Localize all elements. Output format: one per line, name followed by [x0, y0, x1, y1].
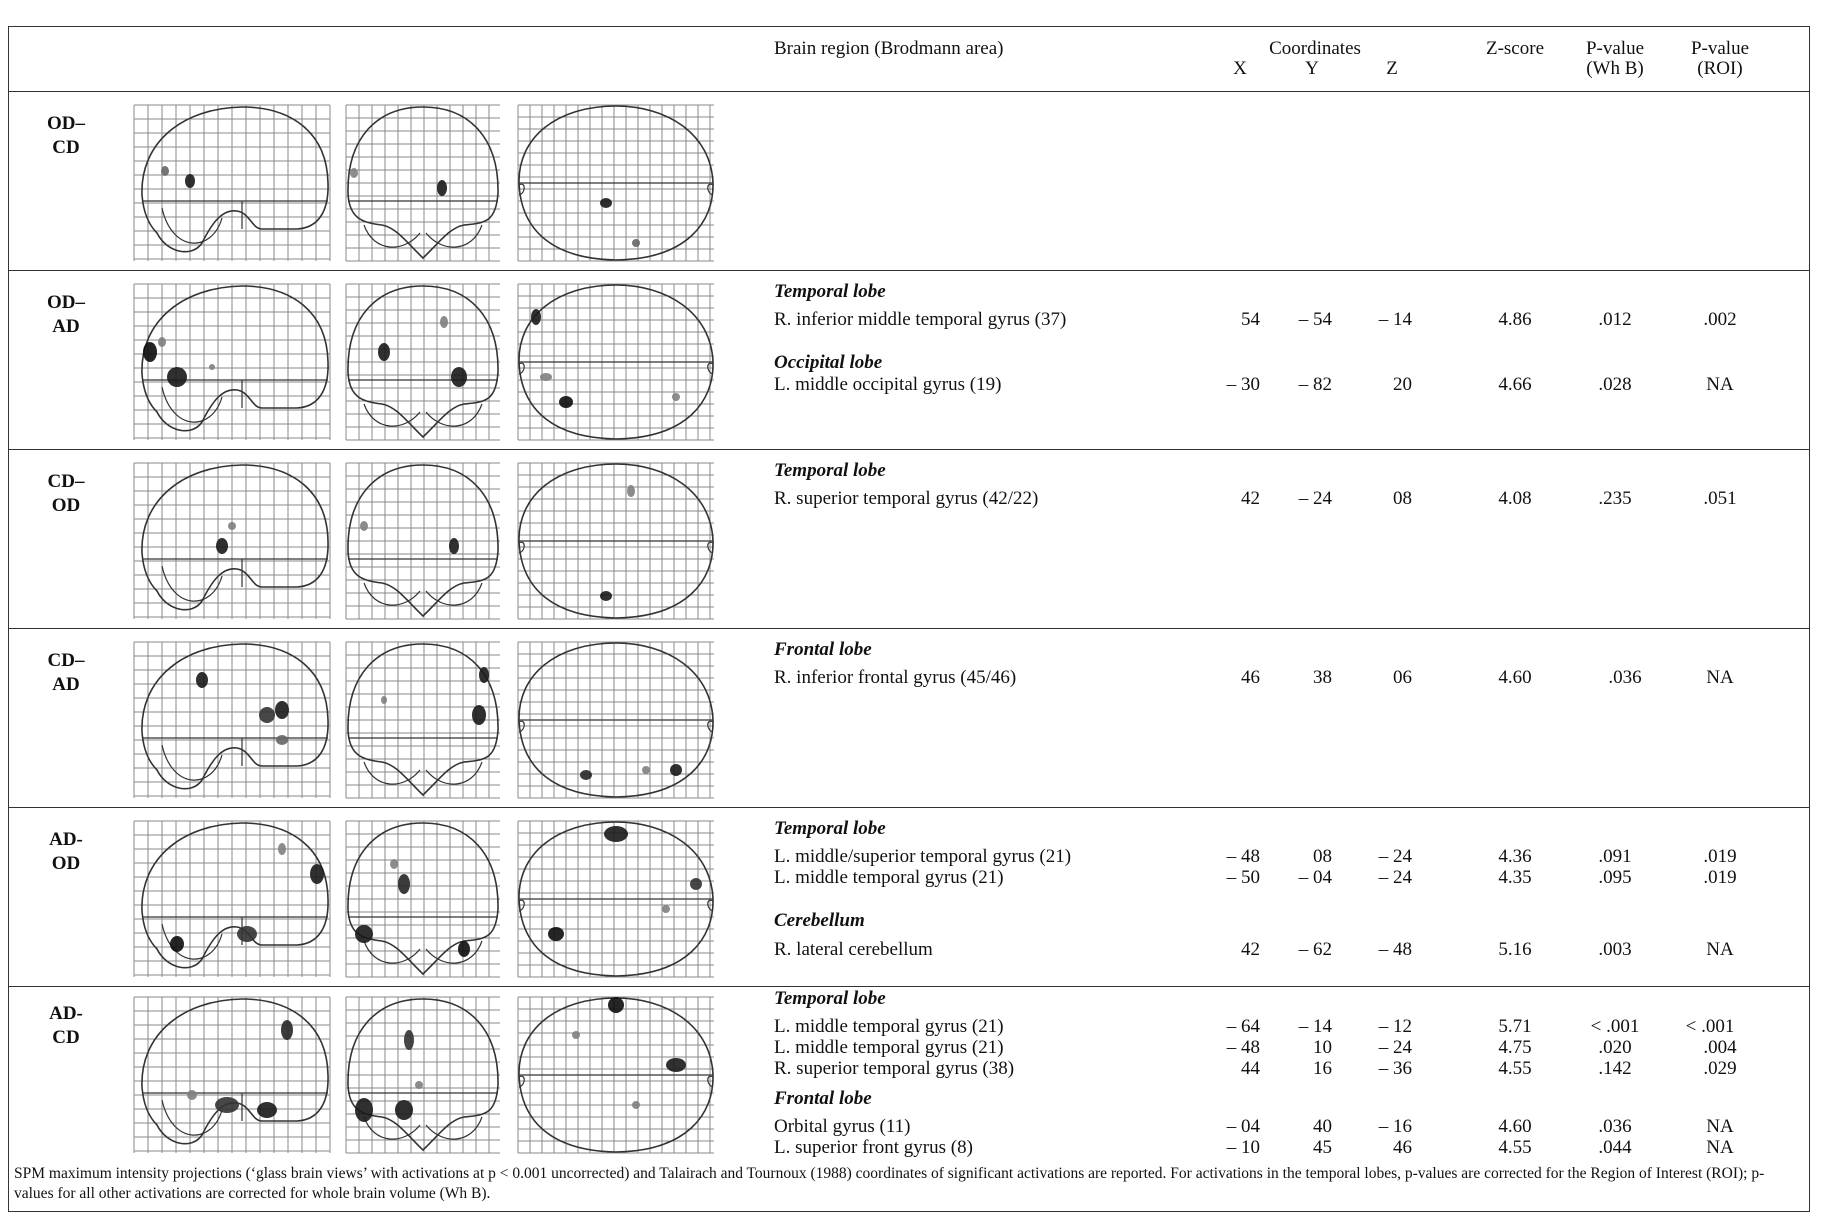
p-value-roi: NA: [1706, 374, 1734, 395]
region-name: R. superior temporal gyrus (38): [774, 1058, 1015, 1079]
coord-x: 46: [1241, 667, 1260, 688]
coord-z: 06: [1393, 667, 1412, 688]
lobe-label: Temporal lobe: [774, 988, 886, 1009]
z-score: 4.86: [1498, 309, 1532, 330]
p-value-roi: NA: [1706, 1116, 1734, 1137]
coord-x: – 10: [1226, 1137, 1260, 1158]
row-divider: [9, 986, 1809, 987]
region-name: L. superior front gyrus (8): [774, 1137, 973, 1158]
p-value-roi: NA: [1706, 667, 1734, 688]
header-y: Y: [1305, 58, 1319, 79]
p-value-whb: .036: [1608, 667, 1642, 688]
z-score: 4.66: [1498, 374, 1532, 395]
row-label-cd-od: CD– OD: [47, 471, 85, 516]
coord-z: – 12: [1378, 1016, 1412, 1037]
region-name: R. superior temporal gyrus (42/22): [774, 488, 1039, 509]
region-name: R. lateral cerebellum: [774, 939, 933, 960]
lobe-label: Cerebellum: [774, 910, 865, 931]
glass-brain-sagittal-view: [132, 640, 332, 800]
coord-z: – 24: [1378, 867, 1412, 888]
row-divider: [9, 628, 1809, 629]
glass-brain-axial-view: [516, 282, 716, 442]
p-value-whb: .020: [1598, 1037, 1632, 1058]
p-value-roi: .019: [1703, 846, 1737, 867]
z-score: 4.75: [1498, 1037, 1532, 1058]
glass-brain-sagittal-view: [132, 282, 332, 442]
p-value-whb: .142: [1598, 1058, 1632, 1079]
lobe-label: Temporal lobe: [774, 460, 886, 481]
lobe-label: Temporal lobe: [774, 281, 886, 302]
coord-y: 08: [1313, 846, 1332, 867]
p-value-whb: .036: [1598, 1116, 1632, 1137]
glass-brain-sagittal-view: [132, 103, 332, 263]
coord-x: 42: [1241, 939, 1260, 960]
p-value-roi: NA: [1706, 1137, 1734, 1158]
coord-x: – 04: [1226, 1116, 1260, 1137]
region-name: R. inferior frontal gyrus (45/46): [774, 667, 1017, 688]
region-name: Orbital gyrus (11): [774, 1116, 911, 1137]
coord-y: – 04: [1298, 867, 1332, 888]
header-divider: [9, 91, 1809, 92]
glass-brain-axial-view: [516, 995, 716, 1155]
coord-y: 40: [1313, 1116, 1332, 1137]
coord-y: 45: [1313, 1137, 1332, 1158]
coord-x: – 30: [1226, 374, 1260, 395]
glass-brain-axial-view: [516, 103, 716, 263]
z-score: 4.55: [1498, 1137, 1532, 1158]
glass-brain-coronal-view: [344, 995, 502, 1155]
row-label-ad-cd: AD- CD: [49, 1003, 83, 1048]
coord-x: 44: [1241, 1058, 1260, 1079]
lobe-label: Temporal lobe: [774, 818, 886, 839]
coord-x: – 50: [1226, 867, 1260, 888]
coord-y: – 24: [1298, 488, 1332, 509]
glass-brain-coronal-view: [344, 819, 502, 979]
header-coordinates: Coordinates: [1269, 38, 1361, 59]
coord-z: – 14: [1378, 309, 1412, 330]
glass-brain-coronal-view: [344, 640, 502, 800]
z-score: 4.36: [1498, 846, 1532, 867]
region-name: L. middle temporal gyrus (21): [774, 1037, 1004, 1058]
glass-brain-axial-view: [516, 640, 716, 800]
coord-y: – 82: [1298, 374, 1332, 395]
row-label-ad-od: AD- OD: [49, 829, 83, 874]
coord-z: – 16: [1378, 1116, 1412, 1137]
coord-y: – 14: [1298, 1016, 1332, 1037]
glass-brain-sagittal-view: [132, 461, 332, 621]
glass-brain-coronal-view: [344, 282, 502, 442]
coord-y: – 62: [1298, 939, 1332, 960]
row-label-cd-ad: CD– AD: [47, 650, 85, 695]
z-score: 4.55: [1498, 1058, 1532, 1079]
header-pvalue-whb: P-value: [1585, 38, 1645, 59]
z-score: 5.71: [1498, 1016, 1532, 1037]
row-divider: [9, 449, 1809, 450]
row-label-od-cd: OD– CD: [47, 113, 85, 158]
region-name: L. middle occipital gyrus (19): [774, 374, 1002, 395]
glass-brain-sagittal-view: [132, 995, 332, 1155]
p-value-roi: < .001: [1685, 1016, 1735, 1037]
header-x: X: [1233, 58, 1247, 79]
region-name: L. middle/superior temporal gyrus (21): [774, 846, 1072, 867]
p-value-roi: .002: [1703, 309, 1737, 330]
p-value-roi: .051: [1703, 488, 1737, 509]
z-score: 4.08: [1498, 488, 1532, 509]
glass-brain-axial-view: [516, 819, 716, 979]
p-value-whb: .003: [1598, 939, 1632, 960]
region-name: L. middle temporal gyrus (21): [774, 867, 1004, 888]
coord-x: – 48: [1226, 1037, 1260, 1058]
coord-z: 46: [1393, 1137, 1412, 1158]
p-value-whb: .028: [1598, 374, 1632, 395]
p-value-roi: NA: [1706, 939, 1734, 960]
p-value-roi: .029: [1703, 1058, 1737, 1079]
coord-z: – 24: [1378, 846, 1412, 867]
row-label-od-ad: OD– AD: [47, 292, 85, 337]
table-caption: SPM maximum intensity projections (‘glass brain views’ with activations at p < 0.001 uncorrected) and Talairach and Tournoux (1988) coordinates of significant activations are reported. For activations in the temporal lobes, p-values are corrected for the Region of Interest (ROI); p-values for all other activations are corrected for whole brain volume (Wh B).: [14, 1165, 1765, 1202]
z-score: 4.60: [1498, 667, 1532, 688]
coord-y: 10: [1313, 1037, 1332, 1058]
coord-z: 08: [1393, 488, 1412, 509]
coord-z: – 36: [1378, 1058, 1412, 1079]
header-zscore: Z-score: [1485, 38, 1545, 59]
glass-brain-axial-view: [516, 461, 716, 621]
lobe-label: Frontal lobe: [774, 639, 872, 660]
coord-y: 16: [1313, 1058, 1332, 1079]
header-z: Z: [1386, 58, 1398, 79]
coord-x: – 48: [1226, 846, 1260, 867]
coord-z: – 48: [1378, 939, 1412, 960]
p-value-whb: .012: [1598, 309, 1632, 330]
coord-z: – 24: [1378, 1037, 1412, 1058]
glass-brain-coronal-view: [344, 461, 502, 621]
p-value-whb: .091: [1598, 846, 1632, 867]
z-score: 5.16: [1498, 939, 1532, 960]
header-pvalue-roi: P-value: [1690, 38, 1750, 59]
glass-brain-coronal-view: [344, 103, 502, 263]
coord-y: – 54: [1298, 309, 1332, 330]
z-score: 4.35: [1498, 867, 1532, 888]
header-pvalue-roi-sub: (ROI): [1697, 58, 1743, 79]
p-value-whb: .235: [1598, 488, 1632, 509]
p-value-whb: < .001: [1590, 1016, 1640, 1037]
region-name: L. middle temporal gyrus (21): [774, 1016, 1004, 1037]
row-divider: [9, 270, 1809, 271]
coord-x: 54: [1241, 309, 1260, 330]
p-value-whb: .095: [1598, 867, 1632, 888]
header-brain-region: Brain region (Brodmann area): [774, 38, 1004, 59]
lobe-label: Occipital lobe: [774, 352, 883, 373]
p-value-roi: .004: [1703, 1037, 1737, 1058]
row-divider: [9, 807, 1809, 808]
coord-z: 20: [1393, 374, 1412, 395]
lobe-label: Frontal lobe: [774, 1088, 872, 1109]
region-name: R. inferior middle temporal gyrus (37): [774, 309, 1067, 330]
p-value-whb: .044: [1598, 1137, 1632, 1158]
coord-x: – 64: [1226, 1016, 1260, 1037]
coord-x: 42: [1241, 488, 1260, 509]
glass-brain-sagittal-view: [132, 819, 332, 979]
p-value-roi: .019: [1703, 867, 1737, 888]
header-pvalue-whb-sub: (Wh B): [1586, 58, 1644, 79]
z-score: 4.60: [1498, 1116, 1532, 1137]
coord-y: 38: [1313, 667, 1332, 688]
